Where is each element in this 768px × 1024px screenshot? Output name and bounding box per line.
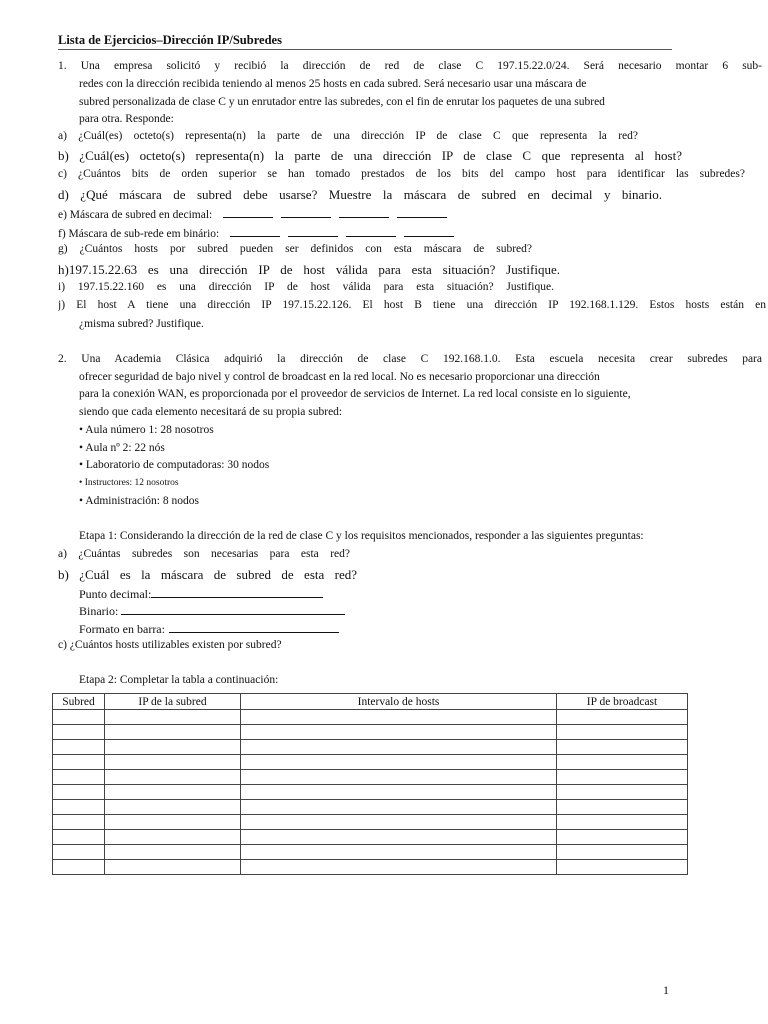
table-cell[interactable] (557, 845, 688, 860)
table-cell[interactable] (105, 845, 241, 860)
table-row (53, 845, 688, 860)
blank-field[interactable] (281, 206, 331, 218)
ex1-question-e-text: e) Máscara de subred en decimal: (58, 209, 213, 221)
table-cell[interactable] (241, 845, 557, 860)
blank-field[interactable] (288, 225, 338, 237)
header-ip-broadcast: IP de broadcast (557, 694, 688, 710)
ex2-list-item: • Aula número 1: 28 nosotros (79, 424, 214, 436)
table-cell[interactable] (53, 830, 105, 845)
table-cell[interactable] (241, 800, 557, 815)
ex1-line1: 1. Una empresa solicitó y recibió la dirección de red de clase C 197.15.22.0/24. Será necesario montar 6 sub- (58, 60, 762, 72)
table-row (53, 755, 688, 770)
table-cell[interactable] (53, 815, 105, 830)
table-cell[interactable] (241, 770, 557, 785)
ex1-line2: redes con la dirección recibida teniendo al menos 25 hosts en cada subred. Será necesario usar una máscara de (79, 78, 587, 90)
page-number: 1 (663, 983, 669, 997)
table-cell[interactable] (241, 725, 557, 740)
table-cell[interactable] (557, 740, 688, 755)
ex1-question-f (58, 225, 462, 240)
header-intervalo-hosts: Intervalo de hosts (241, 694, 557, 710)
blank-field[interactable] (346, 225, 396, 237)
ex1-question-h: h)197.15.22.63 es una dirección IP de host válida para esta situación? Justifique. (58, 262, 560, 277)
table-cell[interactable] (557, 860, 688, 875)
ex1-line3: subred personalizada de clase C y un enrutador entre las subredes, con el fin de enrutar los paquetes de una subred (79, 96, 605, 108)
table-cell[interactable] (105, 725, 241, 740)
table-row (53, 710, 688, 725)
punto-decimal-field[interactable] (151, 586, 323, 598)
table-cell[interactable] (105, 860, 241, 875)
subnet-table (52, 693, 688, 875)
table-cell[interactable] (53, 785, 105, 800)
blank-field[interactable] (230, 225, 280, 237)
table-cell[interactable] (241, 815, 557, 830)
ex1-question-a: a) ¿Cuál(es) octeto(s) representa(n) la parte de una dirección IP de clase C que representa la red? (58, 130, 638, 142)
ex2-formato-barra (79, 621, 347, 637)
blank-field[interactable] (223, 206, 273, 218)
ex1-question-b: b) ¿Cuál(es) octeto(s) representa(n) la parte de una dirección IP de clase C que representa al host? (58, 148, 682, 163)
table-row (53, 725, 688, 740)
table-row (53, 830, 688, 845)
ex2-question-b: b) ¿Cuál es la máscara de subred de esta red? (58, 567, 357, 582)
ex2-question-c: c) ¿Cuántos hosts utilizables existen por subred? (58, 639, 282, 651)
ex2-list-item: • Administración: 8 nodos (79, 495, 199, 507)
ex1-line4: para otra. Responde: (79, 113, 174, 125)
formato-barra-field[interactable] (169, 621, 339, 633)
header-ip-subred: IP de la subred (105, 694, 241, 710)
table-cell[interactable] (241, 830, 557, 845)
table-cell[interactable] (557, 770, 688, 785)
table-cell[interactable] (241, 785, 557, 800)
ex2-line4: siendo que cada elemento necesitará de su propia subred: (79, 406, 343, 418)
ex1-question-i: i) 197.15.22.160 es una dirección IP de host válida para esta situación? Justifique. (58, 281, 554, 293)
ex1-question-j-line1: j) El host A tiene una dirección IP 197.15.22.126. El host B tiene una dirección IP 192.168.1.129. Estos hosts están en (58, 299, 766, 311)
table-row (53, 785, 688, 800)
table-cell[interactable] (241, 710, 557, 725)
table-cell[interactable] (53, 740, 105, 755)
table-cell[interactable] (105, 710, 241, 725)
binario-field[interactable] (121, 603, 345, 615)
table-cell[interactable] (557, 830, 688, 845)
table-cell[interactable] (105, 740, 241, 755)
ex2-question-a: a) ¿Cuántas subredes son necesarias para esta red? (58, 548, 350, 560)
punto-decimal-label: Punto decimal: (79, 587, 152, 601)
blank-field[interactable] (339, 206, 389, 218)
binario-label: Binario: (79, 604, 119, 618)
table-cell[interactable] (557, 710, 688, 725)
table-cell[interactable] (53, 710, 105, 725)
page-title: Lista de Ejercicios–Dirección IP/Subredes (58, 33, 282, 47)
table-cell[interactable] (105, 815, 241, 830)
table-header-row (53, 694, 688, 710)
table-cell[interactable] (53, 770, 105, 785)
ex2-line3: para la conexión WAN, es proporcionada por el proveedor de servicios de Internet. La red local consiste en lo siguiente, (79, 388, 631, 400)
table-cell[interactable] (105, 755, 241, 770)
table-row (53, 740, 688, 755)
ex2-list-item: • Laboratorio de computadoras: 30 nodos (79, 459, 270, 471)
title-underline (58, 49, 672, 50)
table-row (53, 800, 688, 815)
table-cell[interactable] (557, 755, 688, 770)
ex1-question-c: c) ¿Cuántos bits de orden superior se han tomado prestados de los bits del campo host para identificar las subredes? (58, 168, 745, 180)
table-cell[interactable] (105, 785, 241, 800)
ex2-punto-decimal (79, 586, 331, 602)
table-cell[interactable] (53, 860, 105, 875)
table-cell[interactable] (105, 770, 241, 785)
ex1-question-f-text: f) Máscara de sub-rede em binário: (58, 228, 220, 240)
ex1-question-g: g) ¿Cuántos hosts por subred pueden ser definidos con esta máscara de subred? (58, 243, 532, 255)
table-cell[interactable] (241, 860, 557, 875)
table-cell[interactable] (557, 815, 688, 830)
table-row (53, 860, 688, 875)
ex1-question-j-line2: ¿misma subred? Justifique. (79, 318, 204, 330)
table-cell[interactable] (557, 800, 688, 815)
ex2-etapa1: Etapa 1: Considerando la dirección de la red de clase C y los requisitos mencionados, responder a las siguientes preguntas: (79, 530, 644, 542)
ex2-line2: ofrecer seguridad de bajo nivel y control de broadcast en la red local. No es necesario proporcionar una dirección (79, 371, 600, 383)
table-cell[interactable] (105, 830, 241, 845)
table-row (53, 815, 688, 830)
ex2-list-item: • Aula nº 2: 22 nós (79, 442, 165, 454)
table-cell[interactable] (53, 755, 105, 770)
ex1-question-d: d) ¿Qué máscara de subred debe usarse? Muestre la máscara de subred en decimal y binario. (58, 187, 662, 202)
table-cell[interactable] (557, 785, 688, 800)
ex2-binario (79, 603, 353, 619)
ex1-question-e (58, 206, 455, 221)
ex2-etapa2: Etapa 2: Completar la tabla a continuación: (79, 674, 279, 686)
table-cell[interactable] (53, 845, 105, 860)
table-cell[interactable] (53, 725, 105, 740)
table-cell[interactable] (105, 800, 241, 815)
table-cell[interactable] (241, 740, 557, 755)
blank-field[interactable] (397, 206, 447, 218)
table-cell[interactable] (557, 725, 688, 740)
blank-field[interactable] (404, 225, 454, 237)
table-cell[interactable] (53, 800, 105, 815)
ex2-line1: 2. Una Academia Clásica adquirió la dirección de clase C 192.168.1.0. Esta escuela necesita crear subredes para (58, 353, 762, 365)
table-cell[interactable] (241, 755, 557, 770)
formato-barra-label: Formato en barra: (79, 622, 165, 636)
table-row (53, 770, 688, 785)
header-subred: Subred (53, 694, 105, 710)
ex2-list-item: • Instructores: 12 nosotros (79, 478, 179, 488)
